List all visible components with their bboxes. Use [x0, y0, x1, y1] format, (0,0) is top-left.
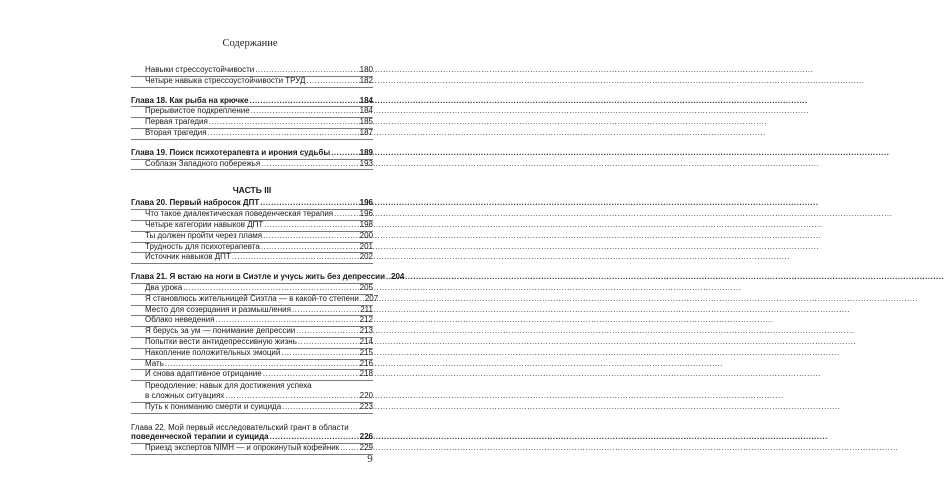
toc-leader-dots: [255, 65, 358, 76]
toc-entry-page: 202: [359, 252, 373, 262]
toc-entry-title: Навыки стрессоустойчивости: [145, 65, 255, 74]
toc-entry-page: 185: [359, 117, 373, 127]
toc-leader-dots: [250, 96, 359, 107]
toc-leader-dots: [215, 315, 358, 326]
toc-entry-page: 218: [359, 369, 373, 379]
toc-leader-dots: [209, 117, 359, 128]
toc-section-entry: [131, 77, 373, 88]
toc-entry-title: Путь к пониманию смерти и суицида: [145, 401, 282, 411]
toc-entry-title: Глава 19. Поиск психотерапевта и ирония судьбы: [131, 147, 331, 157]
toc-leader-dots: [263, 369, 359, 380]
toc-entry-title: Я берусь за ум — понимание депрессии: [145, 326, 296, 336]
toc-entry-title: Мать: [145, 358, 164, 368]
toc-entry-page: 204: [391, 272, 405, 282]
toc-section-entry: [131, 403, 373, 414]
spacer: [131, 170, 373, 184]
toc-entry-title: И снова адаптивное отрицание: [145, 369, 262, 379]
toc-leader-dots: [251, 106, 359, 117]
toc-entry-title: Четыре категории навыков ДПТ: [145, 219, 264, 229]
running-head: Содержание: [222, 38, 278, 49]
toc-leader-dots: [331, 148, 358, 159]
toc-entry-title: Вторая трагедия: [145, 127, 207, 137]
toc-entry-page: 229: [359, 443, 373, 453]
toc-entry-page: 196: [359, 209, 373, 219]
toc-leader-dots: [281, 348, 358, 359]
toc-entry-page: 196: [359, 198, 373, 208]
toc-entry-page: 207: [364, 293, 379, 303]
toc-entry-page: 201: [359, 241, 373, 251]
toc-entry-title: Место для созерцания и размышления: [145, 304, 291, 314]
toc-entry-page: 213: [359, 326, 373, 336]
toc-entry-title: Прерывистое подкрепление: [145, 106, 250, 116]
toc-section-entry: [131, 129, 373, 140]
toc-leader-dots: [225, 391, 358, 402]
page-number: 9: [367, 453, 373, 465]
toc-entry-title: Облако неведения: [145, 315, 215, 325]
toc-leader-dots: [296, 326, 358, 337]
toc-leader-dots: [165, 359, 359, 370]
toc-entry-page: 184: [359, 106, 373, 116]
toc-entry-page: 200: [359, 230, 373, 240]
toc-entry-title: Ты должен пройти через пламя: [145, 230, 263, 240]
toc-entry-title: Попытки вести антидепрессивную жизнь: [145, 336, 297, 346]
toc-entry-title: в сложных ситуациях: [145, 390, 225, 400]
toc-entry-title: Что такое диалектическая поведенческая терапия: [145, 209, 334, 219]
toc-entry-page: 216: [359, 358, 373, 368]
toc-entry-title: Четыре навыка стрессоустойчивости ТРУД: [145, 75, 306, 85]
toc-entry-page: 184: [359, 95, 373, 105]
toc-entry-page: 182: [359, 75, 373, 85]
toc-section-top: [131, 66, 373, 170]
toc-leader-dots: [261, 242, 359, 253]
toc-entry-title: Первая трагедия: [145, 117, 208, 127]
toc-leader-dots: [334, 209, 359, 220]
toc-entry-page: 205: [359, 282, 373, 292]
toc-leader-dots: [386, 272, 390, 283]
toc-entry-page: 180: [359, 65, 373, 74]
toc-leader-dots: [270, 432, 359, 443]
toc-section-entry: [131, 253, 373, 264]
toc-section-entry: [131, 160, 373, 171]
toc-entry-page: 220: [359, 390, 373, 400]
toc-entry-title: Глава 21. Я встаю на ноги в Сиэтле и учусь жить без депрессии: [131, 272, 385, 282]
toc-entry-title: Два урока: [145, 282, 183, 292]
toc-leader-dots: [232, 252, 359, 263]
toc-entry-title: Глава 22. Мой первый исследовательский грант в области: [131, 422, 349, 432]
toc-spacer: [131, 414, 373, 423]
toc-leader-dots: [306, 76, 358, 87]
toc-entry-title: Я становлюсь жительницей Сиэтла — в какой-то степени: [145, 293, 359, 303]
toc-leader-dots: [183, 283, 358, 294]
toc-leader-dots: [298, 337, 359, 348]
toc-entry-title: Соблазн Западного побережья: [145, 158, 261, 168]
toc-entry-title: Накопление положительных эмоций: [145, 347, 281, 357]
toc-entry-page: 198: [359, 219, 373, 229]
toc-leader-dots: [292, 305, 359, 316]
toc-leader-dots: [264, 220, 358, 231]
toc-entry-page: 193: [359, 158, 373, 168]
toc-entry-title: Приезд экспертов NIMH — и опрокинутый кофейник: [145, 443, 340, 453]
toc-entry-title: Источник навыков ДПТ: [145, 252, 231, 262]
toc-leader-dots: [360, 294, 364, 305]
toc-leader-dots: [208, 128, 359, 139]
toc-entry-page: 189: [359, 147, 373, 157]
toc-leader-dots: [263, 231, 359, 242]
toc-entry-title: Трудность для психотерапевта: [145, 241, 260, 251]
toc-entry-title: поведенческой терапии и суицида: [131, 432, 269, 442]
toc-leader-dots: [261, 159, 358, 170]
table-of-contents: [131, 65, 405, 455]
toc-leader-dots: [282, 402, 358, 413]
toc-entry-page: 226: [359, 432, 373, 442]
toc-entry-title: Глава 20. Первый набросок ДПТ: [131, 198, 260, 208]
toc-leader-dots: [260, 198, 358, 209]
toc-entry-title: Преодоление: навык для достижения успеха: [145, 381, 312, 391]
toc-entry-page: 187: [359, 127, 373, 137]
toc-entry-page: 223: [359, 401, 373, 411]
toc-entry-page: 214: [359, 336, 373, 346]
toc-entry-page: 215: [359, 347, 373, 357]
part-title: ЧАСТЬ III: [232, 185, 272, 196]
toc-entry-title: Глава 18. Как рыба на крючке: [131, 95, 249, 105]
toc-section-entry: [131, 370, 373, 381]
toc-entry-page: 211: [360, 304, 373, 314]
toc-entry-page: 212: [359, 315, 373, 325]
toc-section-bottom: [131, 198, 405, 455]
